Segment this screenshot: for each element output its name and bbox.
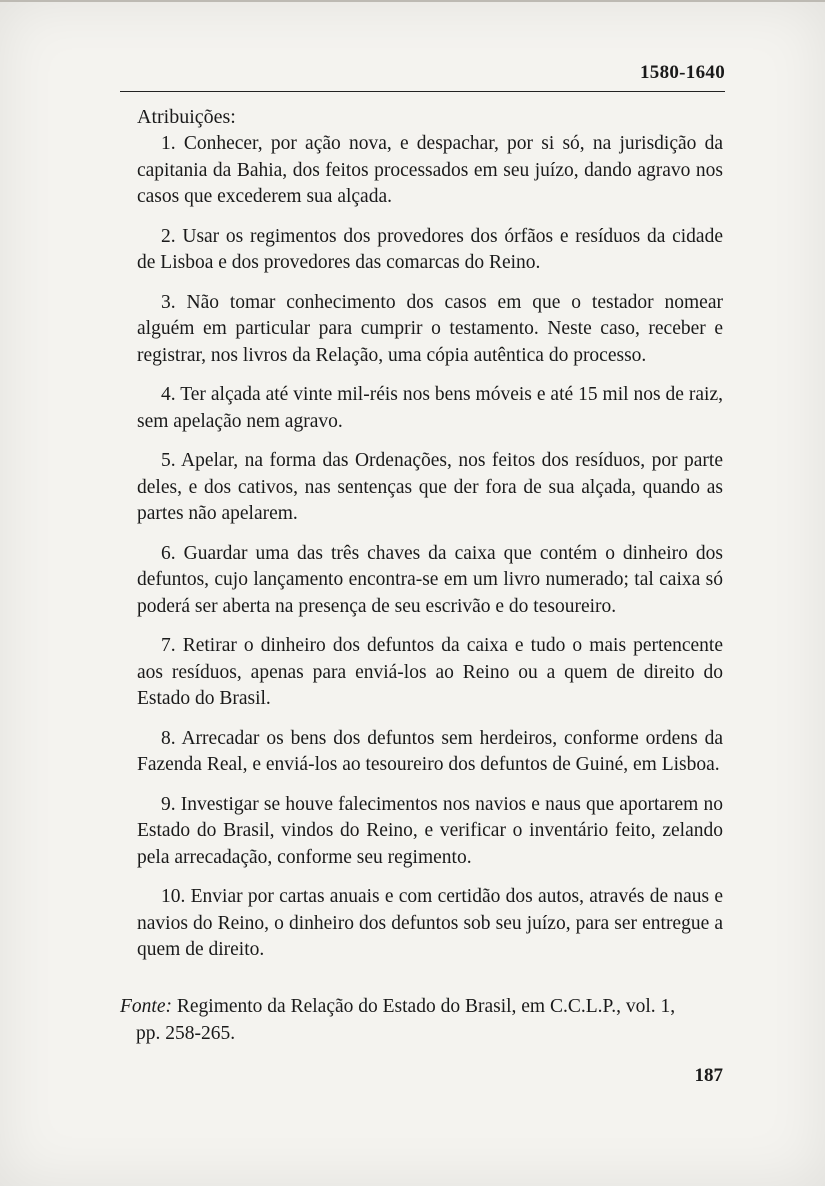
source-citation — [120, 993, 724, 1047]
running-head: 1580-1640 — [639, 62, 725, 83]
list-item-5: 5. Apelar, na forma das Ordenações, nos feitos dos resíduos, por parte deles, e dos cativos, nas sentenças que der fora de sua alçada, quando as partes não apelarem. — [137, 450, 723, 524]
source-pages: pp. 258-265. — [136, 1023, 236, 1044]
page-top-edge — [0, 0, 825, 2]
section-heading: Atribuições: — [137, 106, 236, 128]
list-item-1: 1. Conhecer, por ação nova, e despachar, por si só, na jurisdição da capitania da Bahia, dos feitos processados em seu juízo, dando agravo nos casos que excederem sua alçada. — [137, 133, 723, 207]
header-rule — [120, 91, 725, 92]
list-item-2: 2. Usar os regimentos dos provedores dos órfãos e resíduos da cidade de Lisboa e dos provedores das comarcas do Reino. — [137, 225, 723, 273]
list-item-6: 6. Guardar uma das três chaves da caixa que contém o dinheiro dos defuntos, cujo lançamento encontra-se em um livro numerado; tal caixa só poderá ser aberta na presença de seu escrivão e do tesoureiro. — [137, 542, 723, 617]
list-item-8: 8. Arrecadar os bens dos defuntos sem herdeiros, conforme ordens da Fazenda Real, e enviá-los ao tesoureiro dos defuntos de Guiné, em Lisboa. — [137, 727, 723, 775]
page-number: 187 — [694, 1065, 723, 1086]
attributions-list — [137, 131, 723, 977]
list-item-9: 9. Investigar se houve falecimentos nos navios e naus que aportarem no Estado do Brasil, vindos do Reino, e verificar o inventário feito, zelando pela arrecadação, conforme seu regimento. — [137, 793, 723, 868]
list-item-4: 4. Ter alçada até vinte mil-réis nos bens móveis e até 15 mil nos de raiz, sem apelação nem agravo. — [137, 384, 723, 432]
source-label: Fonte: — [120, 996, 172, 1017]
list-item-7: 7. Retirar o dinheiro dos defuntos da caixa e tudo o mais pertencente aos resíduos, apenas para enviá-los ao Reino ou a quem de direito do Estado do Brasil. — [137, 635, 723, 709]
list-item-10: 10. Enviar por cartas anuais e com certidão dos autos, através de naus e navios do Reino, o dinheiro dos defuntos sob seu juízo, para ser entregue a quem de direito. — [137, 886, 723, 960]
list-item-3: 3. Não tomar conhecimento dos casos em que o testador nomear alguém em particular para cumprir o testamento. Neste caso, receber e registrar, nos livros da Relação, uma cópia autêntica do processo. — [137, 291, 723, 366]
source-text: Regimento da Relação do Estado do Brasil, em C.C.L.P., vol. 1, — [176, 996, 676, 1017]
